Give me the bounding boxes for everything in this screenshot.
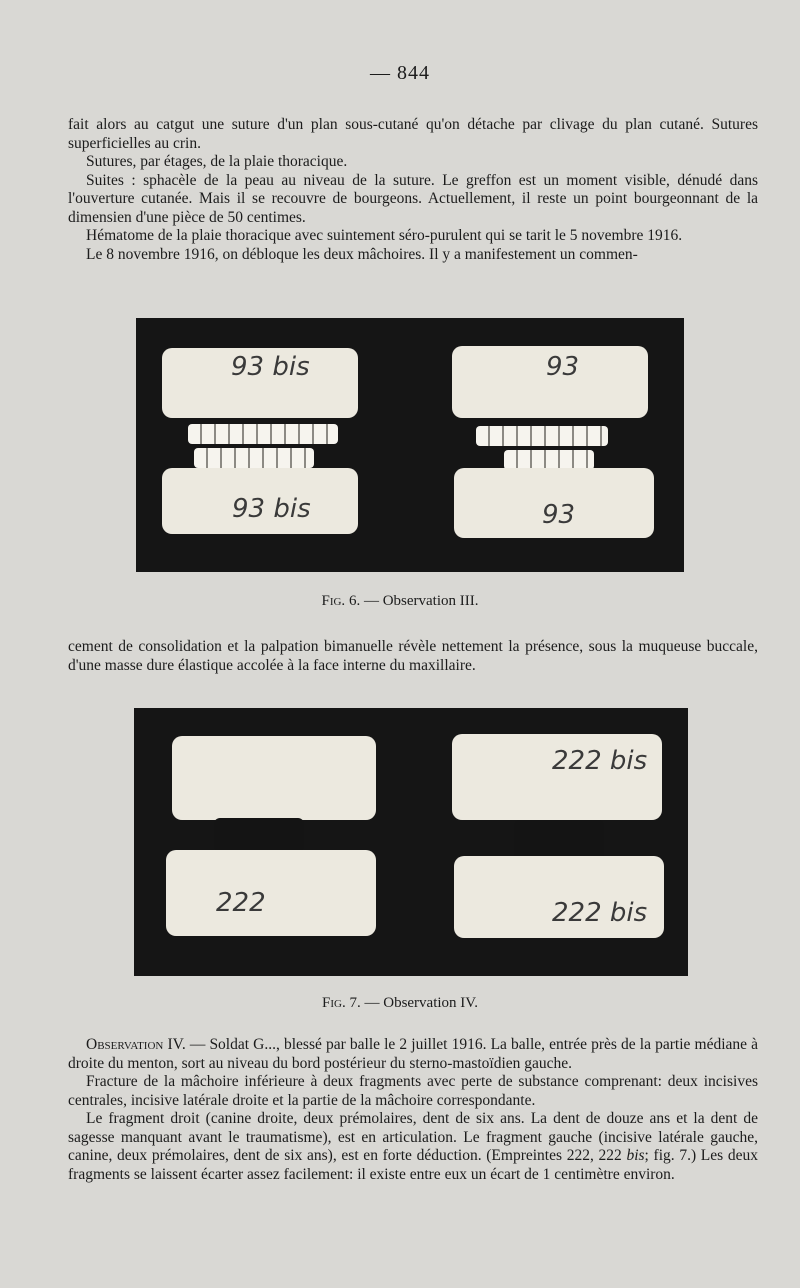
caption-prefix: Fig. bbox=[321, 593, 346, 609]
paragraph bbox=[68, 1110, 758, 1184]
page-number: — 844 bbox=[370, 62, 430, 84]
top-text-block bbox=[68, 116, 758, 264]
paragraph: Suites : sphacèle de la peau au niveau de la suture. Le greffon est un moment visible, dénudé dans l'ouverture cutanée. Mais il se recouvre de bourgeons. Actuellement, il reste un point bourgeonnant de la dimensien d'une pièce de 50 centimes. bbox=[68, 171, 758, 226]
cast-label: 93 bbox=[546, 352, 580, 382]
caption-text: 7. — Observation IV. bbox=[349, 995, 478, 1011]
paragraph: Hématome de la plaie thoracique avec suintement séro-purulent qui se tarit le 5 novembre 1916. bbox=[86, 227, 683, 244]
lower-cast-left bbox=[166, 850, 376, 936]
teeth-upper-right bbox=[476, 426, 608, 446]
missing-teeth-gap bbox=[214, 818, 304, 852]
figure-6-caption bbox=[0, 593, 800, 610]
text-run: ; fig. 7.) Les deux fragments se laissent écarter assez facilement: il existe entre eux un écart de 1 centimètre environ. bbox=[68, 1147, 758, 1183]
observation-heading: Observation IV. bbox=[86, 1036, 186, 1053]
cast-label: 93 bis bbox=[231, 352, 310, 382]
paragraph: Sutures, par étages, de la plaie thoracique. bbox=[86, 153, 348, 170]
middle-text-block bbox=[68, 638, 758, 675]
cast-label: 93 bbox=[542, 500, 576, 530]
paragraph: Le 8 novembre 1916, on débloque les deux mâchoires. Il y a manifestement un commen- bbox=[86, 245, 638, 263]
cast-label: 222 bbox=[216, 888, 266, 918]
cast-label: 93 bis bbox=[232, 494, 311, 524]
paragraph: cement de consolidation et la palpation bimanuelle révèle nettement la présence, sous la muqueuse buccale, d'une masse dure élastique accolée à la face interne du maxillaire. bbox=[68, 638, 758, 674]
figure-7-photo bbox=[134, 708, 688, 976]
cast-label: 222 bis bbox=[552, 898, 648, 928]
figure-6-photo bbox=[136, 318, 684, 572]
cast-label: 222 bis bbox=[552, 746, 648, 776]
observation-block bbox=[68, 1036, 758, 1184]
text-run-italic: bis bbox=[626, 1147, 645, 1164]
observation-intro: — Soldat G..., blessé par balle le 2 juillet 1916. La balle, entrée près de la partie médiane à droite du menton, sort au niveau du bord postérieur du sterno-mastoïdien gauche. bbox=[68, 1036, 759, 1072]
teeth-lower-right bbox=[504, 450, 594, 470]
upper-cast-left bbox=[172, 736, 376, 820]
figure-7-caption bbox=[0, 995, 800, 1012]
missing-teeth-gap bbox=[514, 820, 604, 860]
paragraph bbox=[68, 1036, 758, 1073]
caption-prefix: Fig. bbox=[322, 995, 346, 1011]
teeth-upper-left bbox=[188, 424, 338, 444]
paragraph: fait alors au catgut une suture d'un plan sous-cutané qu'on détache par clivage du plan cutané. Sutures superficielles au crin. bbox=[68, 116, 758, 152]
caption-text: 6. — Observation III. bbox=[348, 593, 479, 609]
paragraph: Fracture de la mâchoire inférieure à deux fragments avec perte de substance comprenant: deux incisives centrales, incisive latérale droite et la partie de la mâchoire correspondante. bbox=[68, 1073, 758, 1109]
text-run: Le fragment droit (canine droite, deux prémolaires, dent de six ans. La dent de douze ans et la dent de sagesse manquant avant le traumatisme), est en articulation. Le fragment gauche (incisive latérale gauche, canine, deux prémolaires, dent de six ans), est en forte déduction. (Empreintes 222, 222 bbox=[68, 1110, 758, 1164]
teeth-lower-left bbox=[194, 448, 314, 468]
